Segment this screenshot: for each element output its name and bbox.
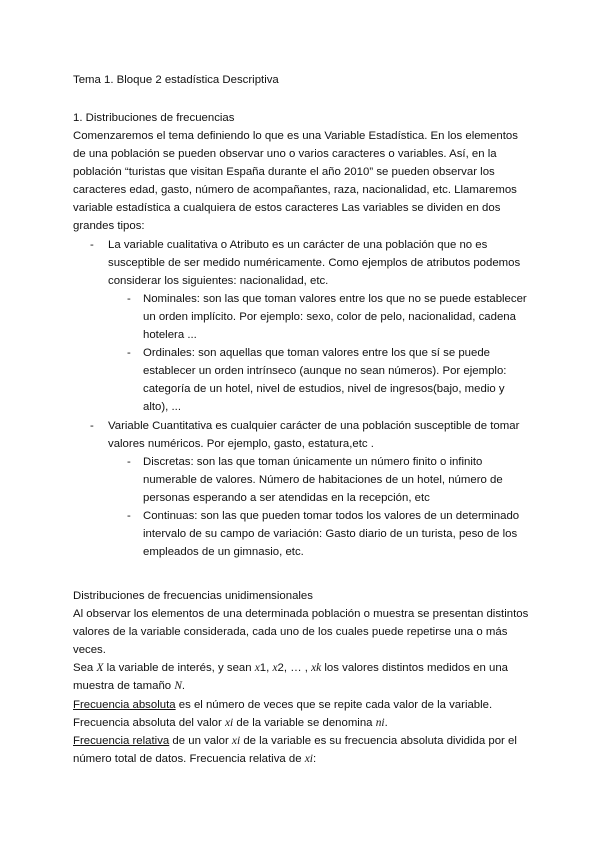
fr-line-end: : <box>312 752 317 765</box>
frecuencia-absoluta-definition <box>73 696 533 714</box>
math-x1-index: 1 <box>259 662 267 675</box>
section-heading-unidimensionales: Distribuciones de frecuencias unidimensionales <box>73 590 313 602</box>
section-heading-distribuciones: 1. Distribuciones de frecuencias <box>73 112 235 124</box>
fa-def-text: es el número de veces que se repite cada valor de la variable. <box>175 698 493 711</box>
bullet-dash: - <box>127 347 131 360</box>
math-x2-index: 2 <box>277 662 284 675</box>
math-x1: x <box>254 662 260 675</box>
section-2-intro: Al observar los elementos de una determinada población o muestra se presentan distintos valores de la variable considerada, cada uno de los cuales puede repetirse una o más veces. <box>73 608 529 657</box>
discretas-text: Discretas: son las que toman únicamente un número finito o infinito numerable de valores. Número de habitaciones de un hotel, número de personas esperando a ser atendidas en la recepción, etc <box>143 455 503 504</box>
math-xi: xi <box>304 752 313 765</box>
list-item-cuantitativa <box>73 417 533 453</box>
section-2-body <box>73 587 533 768</box>
fr-line-text-1: de un valor <box>169 734 232 747</box>
bullet-dash: - <box>127 509 131 522</box>
sea-text-1: Sea <box>73 662 97 675</box>
math-xi: xi <box>224 716 234 729</box>
math-xk: xk <box>311 662 322 675</box>
bullet-dash: - <box>90 238 94 251</box>
fa-line-text-1: Frecuencia absoluta del valor <box>73 716 225 729</box>
fa-line-end: . <box>384 716 388 729</box>
sea-ellipsis: , … , <box>283 662 312 675</box>
sea-text-2: la variable de interés, y sean <box>103 662 255 675</box>
list-item-nominales <box>73 290 533 344</box>
cuantitativa-text: Variable Cuantitativa es cualquier carácter de una población susceptible de tomar valores numéricos. Por ejemplo, gasto, estatura,etc . <box>108 419 520 450</box>
list-item-ordinales <box>73 344 533 416</box>
cualitativa-text: La variable cualitativa o Atributo es un carácter de una población que no es susceptible de ser medido numéricamente. Como ejemplos de atributos podemos considerar los siguientes: nacionalidad, etc. <box>108 238 521 287</box>
term-frecuencia-absoluta: Frecuencia absoluta <box>73 698 176 711</box>
sea-text-3: los valores distintos medidos en una muestra de tamaño <box>73 662 509 693</box>
list-item-discretas <box>73 453 533 507</box>
intro-paragraph: Comenzaremos el tema definiendo lo que es una Variable Estadística. En los elementos de una población se pueden observar uno o varios caracteres o variables. Así, en la población “turistas que visitan España durante el año 2010” se pueden observar los caracteres edad, gasto, número de acompañantes, raza, nacionalidad, etc. Llamaremos variable estadística a cualquiera de estos caracteres Las variables se dividen en dos grandes tipos: <box>73 130 518 233</box>
math-N: N <box>174 680 182 693</box>
continuas-text: Continuas: son las que pueden tomar todos los valores de un determinado intervalo de su campo de variación: Gasto diario de un turista, peso de los empleados de un gimnasio, etc. <box>143 509 520 559</box>
document-title: Tema 1. Bloque 2 estadística Descriptiva <box>73 74 279 86</box>
ordinales-text: Ordinales: son aquellas que toman valores entre los que sí se puede establecer un orden intrínseco (aunque no sean números). Por ejemplo: categoría de un hotel, nivel de estudios, nivel de ingresos(bajo, medio y alto), ... <box>143 347 507 414</box>
sea-comma: , <box>266 662 273 675</box>
frecuencia-absoluta-notation <box>73 714 533 732</box>
list-item-continuas <box>73 507 533 561</box>
math-X: X <box>96 662 104 675</box>
fr-line-text-2: de la variable es su frecuencia absoluta dividida por el número total de datos. Frecuencia relativa de <box>73 734 517 765</box>
frecuencia-relativa-definition <box>73 732 533 768</box>
list-item-cualitativa <box>73 236 533 290</box>
nominales-text: Nominales: son las que toman valores entre los que no se puede establecer un orden implícito. Por ejemplo: sexo, color de pelo, nacionalidad, cadena hotelera ... <box>143 292 527 342</box>
variable-definition-line <box>73 659 533 695</box>
math-ni: ni <box>375 716 385 729</box>
sea-end: . <box>181 680 186 693</box>
bullet-dash: - <box>90 419 94 432</box>
fa-line-text-2: de la variable se denomina <box>233 716 376 729</box>
math-x2: x <box>272 662 278 675</box>
section-1-body <box>73 127 533 561</box>
bullet-dash: - <box>127 455 131 468</box>
math-xi: xi <box>231 734 241 747</box>
bullet-dash: - <box>127 292 131 305</box>
term-frecuencia-relativa: Frecuencia relativa <box>73 734 170 747</box>
